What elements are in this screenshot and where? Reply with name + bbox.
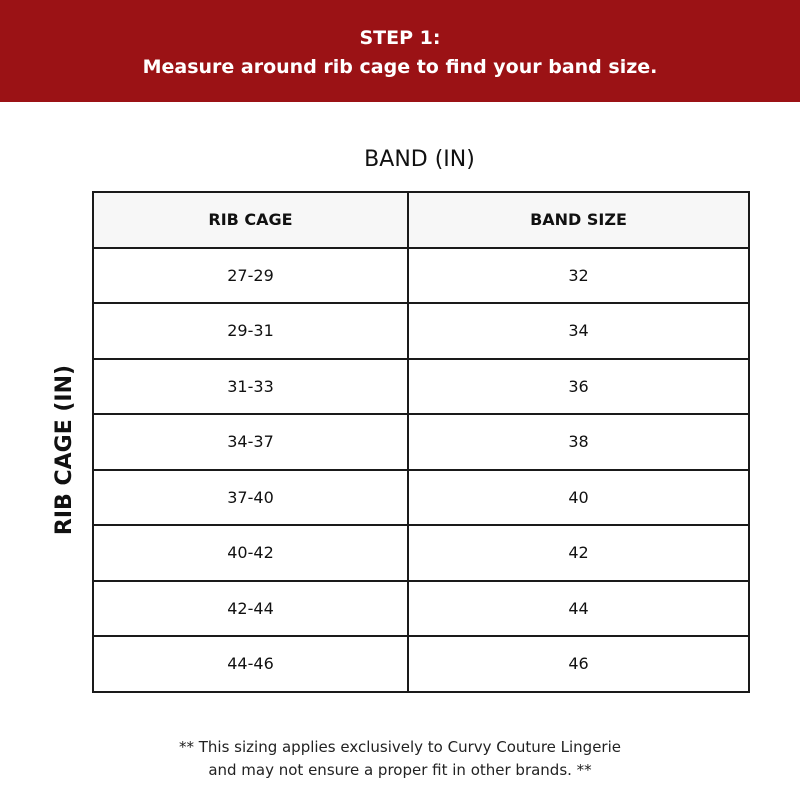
rib-cage-cell: 31-33 — [93, 359, 408, 415]
rib-cage-cell: 40-42 — [93, 525, 408, 581]
step-instruction: Measure around rib cage to find your band size. — [142, 56, 658, 78]
table-title: BAND (IN) — [364, 147, 475, 172]
sizing-footnote — [0, 736, 800, 782]
rib-cage-cell: 34-37 — [93, 414, 408, 470]
table-row — [93, 248, 749, 304]
rib-cage-cell: 44-46 — [93, 636, 408, 692]
table-row — [93, 470, 749, 526]
table-row — [93, 359, 749, 415]
side-axis-label: RIB CAGE (IN) — [52, 364, 77, 536]
header-rib-cage: RIB CAGE — [93, 192, 408, 248]
table-row — [93, 303, 749, 359]
band-size-cell: 32 — [408, 248, 749, 304]
band-size-cell: 42 — [408, 525, 749, 581]
footnote-line-1: ** This sizing applies exclusively to Curvy Couture Lingerie — [178, 738, 621, 756]
header-band-size: BAND SIZE — [408, 192, 749, 248]
band-size-cell: 38 — [408, 414, 749, 470]
band-size-cell: 40 — [408, 470, 749, 526]
rib-cage-cell: 42-44 — [93, 581, 408, 637]
band-size-cell: 46 — [408, 636, 749, 692]
band-size-cell: 44 — [408, 581, 749, 637]
step-heading: STEP 1: — [359, 27, 441, 49]
rib-cage-cell: 37-40 — [93, 470, 408, 526]
footnote-line-2: and may not ensure a proper fit in other brands. ** — [208, 761, 592, 779]
table-row — [93, 414, 749, 470]
table-row — [93, 636, 749, 692]
band-size-table — [92, 191, 750, 693]
table-row — [93, 581, 749, 637]
rib-cage-cell: 27-29 — [93, 248, 408, 304]
band-size-cell: 34 — [408, 303, 749, 359]
table-header-row — [93, 192, 749, 248]
table-row — [93, 525, 749, 581]
rib-cage-cell: 29-31 — [93, 303, 408, 359]
band-size-cell: 36 — [408, 359, 749, 415]
step-banner — [0, 0, 800, 102]
